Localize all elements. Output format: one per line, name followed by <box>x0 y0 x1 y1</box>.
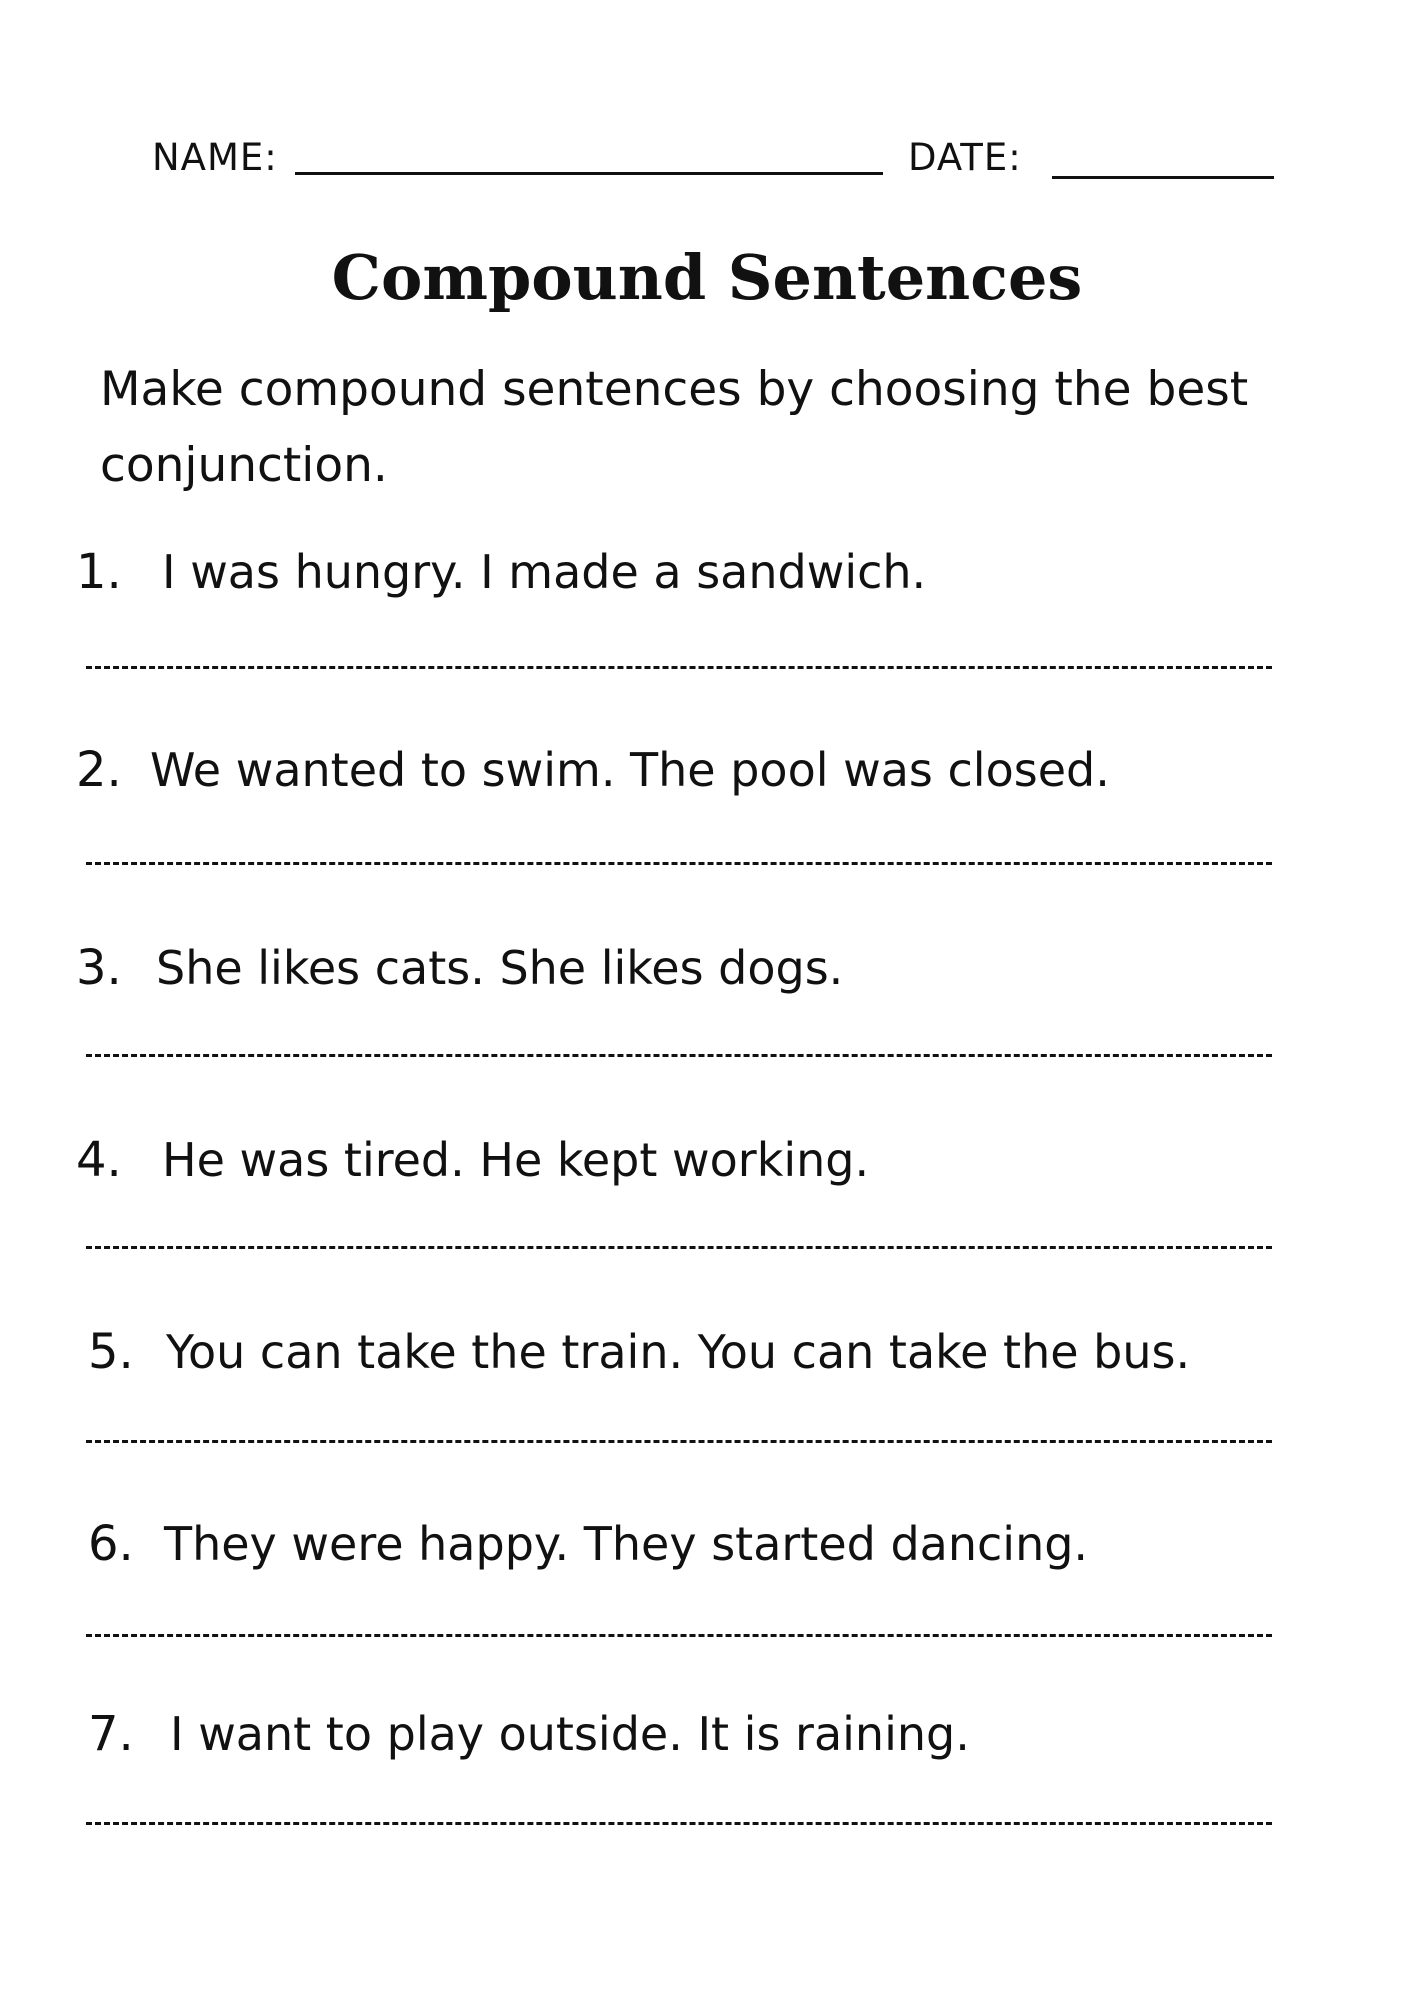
question-item <box>76 1512 1276 1612</box>
question-item <box>76 738 1276 838</box>
answer-line[interactable] <box>86 862 1272 865</box>
question-item <box>76 1702 1276 1802</box>
answer-line[interactable] <box>86 1440 1272 1443</box>
question-text: We wanted to swim. The pool was closed. <box>150 743 1110 797</box>
question-number: 3. <box>76 940 122 996</box>
question-number: 6. <box>88 1516 134 1572</box>
answer-line[interactable] <box>86 666 1272 669</box>
question-text: She likes cats. She likes dogs. <box>156 941 844 995</box>
question-number: 5. <box>88 1324 134 1380</box>
question-text: You can take the train. You can take the bus. <box>166 1325 1191 1379</box>
answer-line[interactable] <box>86 1246 1272 1249</box>
question-number: 7. <box>88 1706 134 1762</box>
name-label: NAME: <box>152 136 278 179</box>
worksheet-title: Compound Sentences <box>331 241 1083 314</box>
question-number: 4. <box>76 1132 122 1188</box>
question-text: I want to play outside. It is raining. <box>170 1707 970 1761</box>
question-item <box>76 1128 1276 1228</box>
question-text: I was hungry. I made a sandwich. <box>162 545 927 599</box>
answer-line[interactable] <box>86 1634 1272 1637</box>
question-number: 2. <box>76 742 122 798</box>
worksheet-instructions: Make compound sentences by choosing the best conjunction. <box>100 362 1249 493</box>
answer-line[interactable] <box>86 1054 1272 1057</box>
question-number: 1. <box>76 544 122 600</box>
answer-line[interactable] <box>86 1822 1272 1825</box>
question-item <box>76 1320 1276 1420</box>
question-item <box>76 936 1276 1036</box>
question-text: They were happy. They started dancing. <box>164 1517 1089 1571</box>
date-label: DATE: <box>908 136 1022 179</box>
question-text: He was tired. He kept working. <box>162 1133 870 1187</box>
question-item <box>76 540 1276 640</box>
